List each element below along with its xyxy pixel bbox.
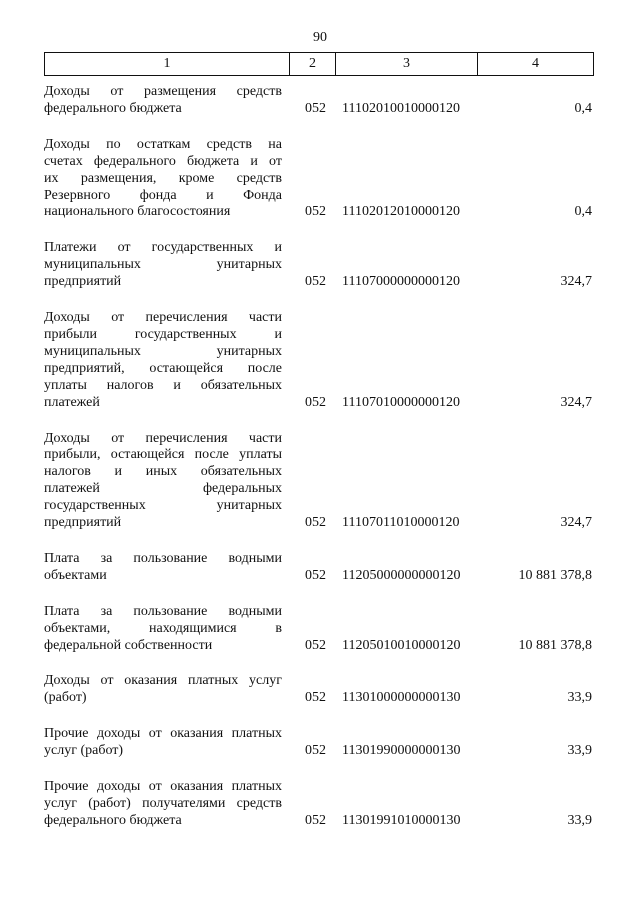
row-kbk-code: 11301991010000130 (342, 812, 461, 828)
description-line: счетах федерального бюджета и от (44, 153, 282, 169)
row-amount: 0,4 (574, 100, 592, 116)
row-description (44, 779, 282, 830)
row-amount: 324,7 (560, 274, 592, 290)
description-line: услуг (работ) получателями средств (44, 796, 282, 811)
description-line: услуг (работ) (44, 743, 124, 759)
row-description (44, 84, 282, 118)
column-header-description: 1 (45, 53, 290, 75)
description-line: федеральной собственности (44, 637, 213, 653)
table-row (44, 673, 594, 707)
row-kbk-code: 11301990000000130 (342, 743, 461, 759)
description-line: Прочие доходы от оказания платных (44, 726, 282, 742)
description-line: Доходы от перечисления части (44, 430, 282, 446)
description-line: предприятий (44, 274, 122, 290)
description-line: платежей (44, 394, 100, 410)
row-admin-code: 052 (305, 637, 326, 653)
description-line: государственных унитарных (44, 498, 282, 514)
row-kbk-code: 11102012010000120 (342, 204, 460, 220)
description-line: налогов и иных обязательных (44, 464, 282, 480)
description-line: Доходы от размещения средств (44, 84, 282, 99)
description-line: прибыли государственных и (44, 326, 282, 342)
description-line: национального благосостояния (44, 204, 231, 220)
description-line: муниципальных унитарных (44, 343, 282, 359)
row-description (44, 310, 282, 411)
row-amount: 324,7 (560, 515, 592, 531)
budget-table-body (44, 84, 594, 849)
row-amount: 33,9 (567, 812, 592, 828)
column-header-code: 2 (290, 53, 336, 75)
description-line: федерального бюджета (44, 100, 182, 116)
row-kbk-code: 11107010000000120 (342, 394, 460, 410)
table-row (44, 604, 594, 655)
description-line: их размещения, кроме средств (44, 170, 282, 186)
column-header-kbk: 3 (336, 53, 478, 75)
description-line: федерального бюджета (44, 812, 182, 828)
description-line: уплаты налогов и обязательных (44, 377, 282, 393)
row-description (44, 551, 282, 585)
description-line: Доходы от оказания платных услуг (44, 673, 282, 689)
row-amount: 33,9 (567, 743, 592, 759)
row-kbk-code: 11205010010000120 (342, 637, 461, 653)
description-line: (работ) (44, 690, 87, 706)
description-line: объектами (44, 567, 107, 583)
table-row (44, 779, 594, 830)
row-kbk-code: 11301000000000130 (342, 690, 461, 706)
column-header-row (44, 52, 594, 76)
description-line: предприятий (44, 515, 122, 531)
description-line: предприятий, остающейся после (44, 360, 282, 376)
row-description (44, 604, 282, 655)
row-admin-code: 052 (305, 812, 326, 828)
table-row (44, 84, 594, 118)
row-admin-code: 052 (305, 743, 326, 759)
table-row (44, 137, 594, 222)
row-kbk-code: 11107011010000120 (342, 515, 460, 531)
row-description (44, 240, 282, 291)
page-number: 90 (313, 30, 327, 45)
row-kbk-code: 11102010010000120 (342, 100, 460, 116)
row-admin-code: 052 (305, 394, 326, 410)
row-amount: 324,7 (560, 394, 592, 410)
description-line: Плата за пользование водными (44, 550, 282, 566)
row-kbk-code: 11205000000000120 (342, 567, 461, 583)
row-admin-code: 052 (305, 515, 326, 531)
row-admin-code: 052 (305, 100, 326, 116)
row-description (44, 673, 282, 707)
table-row (44, 431, 594, 532)
row-description (44, 137, 282, 222)
description-line: Резервного фонда и Фонда (44, 187, 282, 203)
row-admin-code: 052 (305, 274, 326, 290)
row-description (44, 431, 282, 532)
description-line: Доходы от перечисления части (44, 310, 282, 326)
description-line: муниципальных унитарных (44, 257, 282, 273)
row-admin-code: 052 (305, 204, 326, 220)
column-header-amount: 4 (532, 56, 539, 71)
row-amount: 0,4 (574, 204, 592, 220)
table-row (44, 551, 594, 585)
row-kbk-code: 11107000000000120 (342, 274, 460, 290)
row-admin-code: 052 (305, 690, 326, 706)
row-amount: 10 881 378,8 (518, 567, 592, 583)
description-line: платежей федеральных (44, 481, 282, 497)
description-line: объектами, находящимися в (44, 620, 282, 636)
row-description (44, 726, 282, 760)
row-amount: 10 881 378,8 (518, 637, 592, 653)
description-line: Прочие доходы от оказания платных (44, 779, 282, 795)
description-line: прибыли, остающейся после уплаты (44, 447, 282, 463)
description-line: Платежи от государственных и (44, 240, 282, 256)
table-row (44, 310, 594, 411)
table-row (44, 726, 594, 760)
row-admin-code: 052 (305, 567, 326, 583)
description-line: Плата за пользование водными (44, 603, 282, 619)
table-row (44, 240, 594, 291)
row-amount: 33,9 (567, 690, 592, 706)
description-line: Доходы по остаткам средств на (44, 136, 282, 152)
